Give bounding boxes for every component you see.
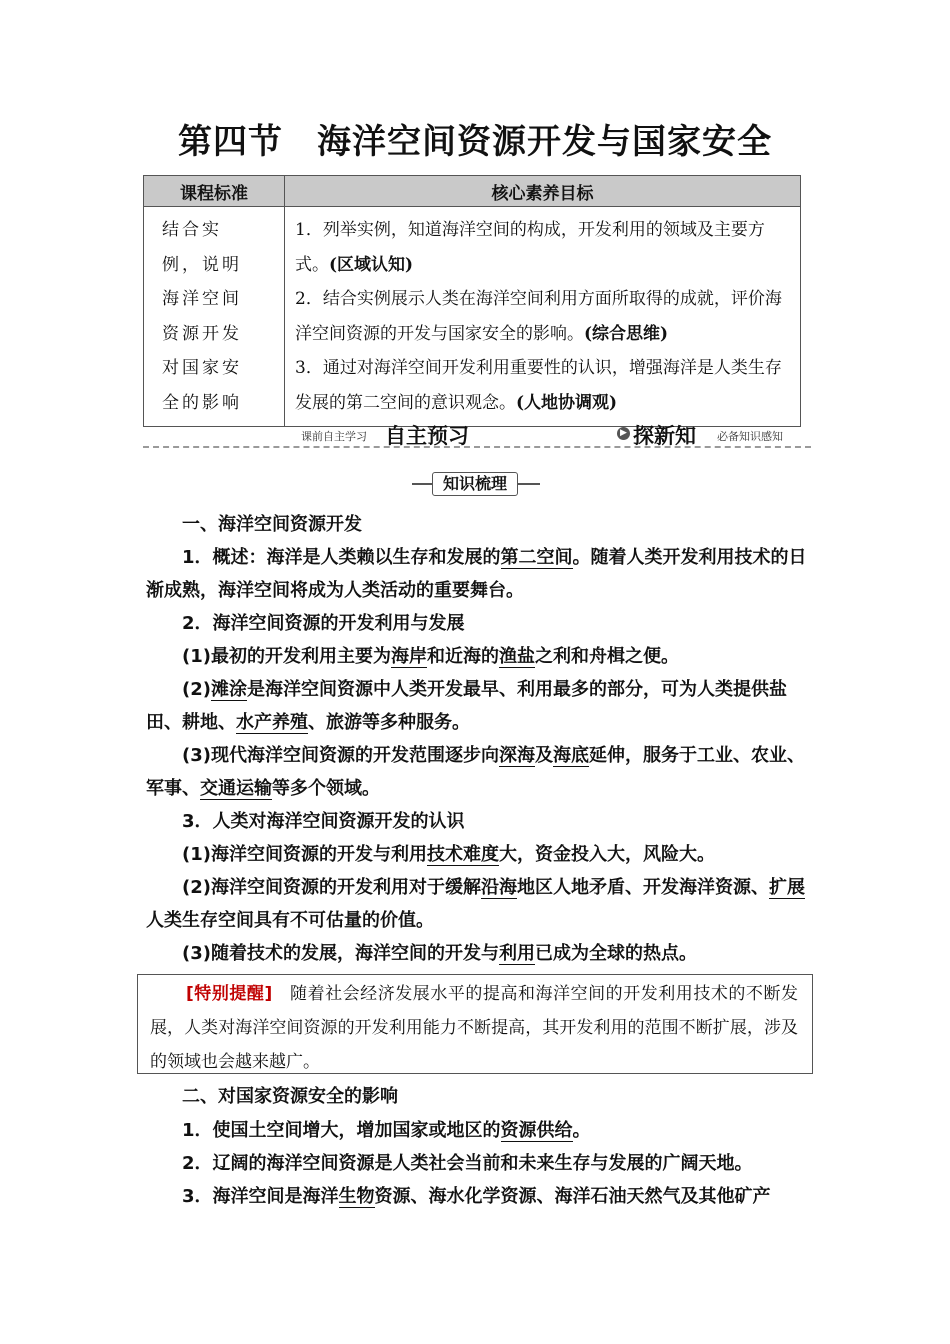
paragraph: (2)滩涂是海洋空间资源中人类开发最早、利用最多的部分，可为人类提供盐田、耕地、水产养殖、旅游等多种服务。 bbox=[146, 679, 787, 733]
page-title bbox=[0, 114, 950, 163]
special-note-text: 随着社会经济发展水平的提高和海洋空间的开发利用技术的不断发展，人类对海洋空间资源的开发利用能力不断提高，其开发利用的范围不断扩展，涉及的领域也会越来越广。 bbox=[150, 984, 799, 1072]
subheading: 3．人类对海洋空间资源开发的认识 bbox=[182, 811, 465, 832]
title-section-number: 第四节 bbox=[178, 122, 283, 162]
knowledge-tag bbox=[412, 472, 540, 496]
paragraph: 2．辽阔的海洋空间资源是人类社会当前和未来生存与发展的广阔天地。 bbox=[182, 1153, 753, 1174]
header-core-goals: 核心素养目标 bbox=[285, 176, 801, 207]
core-goals-cell bbox=[285, 207, 801, 427]
standards-table bbox=[143, 175, 801, 427]
banner-right-caption: 必备知识感知 bbox=[717, 430, 783, 443]
header-curriculum-standard: 课程标准 bbox=[144, 176, 285, 207]
section-banner bbox=[143, 418, 811, 452]
arrow-circle-icon: ▶ bbox=[617, 427, 630, 440]
goal-item: 2．结合实例展示人类在海洋空间利用方面所取得的成就，评价海洋空间资源的开发与国家安全的影响。(综合思维) bbox=[295, 289, 782, 344]
paragraph: 3．海洋空间是海洋生物资源、海水化学资源、海洋石油天然气及其他矿产 bbox=[182, 1186, 771, 1207]
subheading: 2．海洋空间资源的开发利用与发展 bbox=[182, 613, 465, 634]
section2-heading: 二、对国家资源安全的影响 bbox=[182, 1086, 398, 1107]
paragraph: (1)最初的开发利用主要为海岸和近海的渔盐之利和舟楫之便。 bbox=[182, 646, 679, 667]
paragraph: (2)海洋空间资源的开发利用对于缓解沿海地区人地矛盾、开发海洋资源、扩展人类生存空间具有不可估量的价值。 bbox=[146, 877, 805, 931]
title-text: 海洋空间资源开发与国家安全 bbox=[317, 122, 772, 162]
paragraph: (3)随着技术的发展，海洋空间的开发与利用已成为全球的热点。 bbox=[182, 943, 697, 964]
knowledge-tag-label: 知识梳理 bbox=[432, 472, 518, 496]
banner-left-caption: 课前自主学习 bbox=[301, 430, 367, 443]
banner-title-left: 自主预习 bbox=[385, 424, 469, 448]
goal-item: 1．列举实例，知道海洋空间的构成，开发利用的领域及主要方式。(区域认知) bbox=[295, 220, 765, 275]
banner-dashed-rule bbox=[143, 446, 811, 448]
section1-heading: 一、海洋空间资源开发 bbox=[182, 514, 362, 535]
curriculum-standard-cell: 结合实 例，说明 海洋空间 资源开发 对国家安 全的影响 bbox=[144, 207, 285, 427]
special-note-box bbox=[137, 974, 813, 1074]
goal-item: 3．通过对海洋空间开发利用重要性的认识，增强海洋是人类生存发展的第二空间的意识观念。(人地协调观) bbox=[295, 358, 782, 413]
paragraph: (3)现代海洋空间资源的开发范围逐步向深海及海底延伸，服务于工业、农业、军事、交通运输等多个领域。 bbox=[146, 745, 805, 799]
paragraph: (1)海洋空间资源的开发与利用技术难度大，资金投入大，风险大。 bbox=[182, 844, 715, 865]
special-note-tag: [特别提醒] bbox=[186, 984, 273, 1004]
banner-title-right: 探新知 bbox=[633, 424, 696, 448]
paragraph: 1．使国土空间增大，增加国家或地区的资源供给。 bbox=[182, 1120, 591, 1141]
paragraph: 1．概述：海洋是人类赖以生存和发展的第二空间。随着人类开发利用技术的日渐成熟，海洋空间将成为人类活动的重要舞台。 bbox=[146, 547, 807, 601]
